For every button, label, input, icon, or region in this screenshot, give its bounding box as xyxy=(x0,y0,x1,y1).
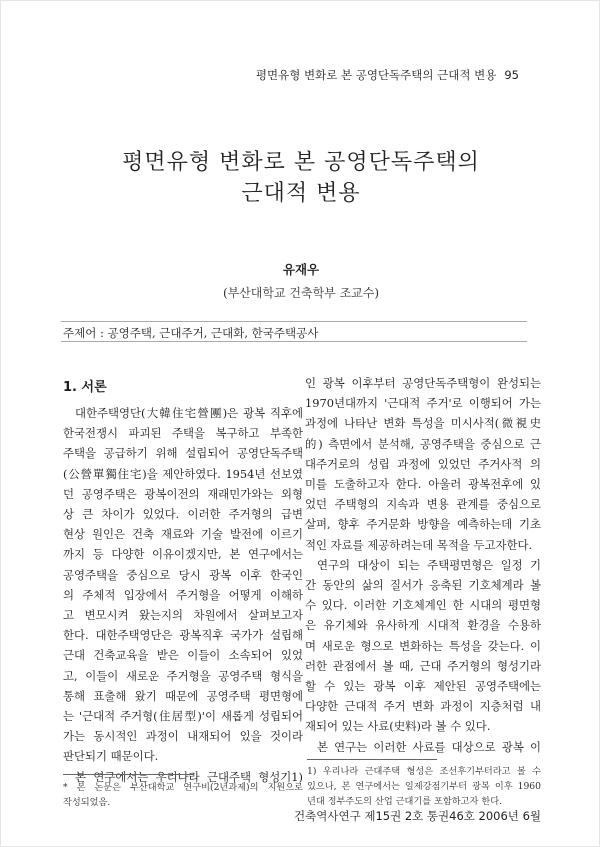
body-line: 한국전쟁시 파괴된 주택을 복구하고 부족한 xyxy=(63,426,303,441)
body-line: 간 동안의 삶의 질서가 응축된 기호체계라 볼 xyxy=(305,578,541,593)
body-line: 던 공영주택은 광복이전의 재래민가와는 외형 xyxy=(63,486,303,501)
keywords-rule-bottom xyxy=(61,341,527,342)
body-line: 재되어 있는 사료(史料)라 볼 수 있다. xyxy=(305,719,491,734)
journal-citation-footer: 건축역사연구 제15권 2호 통권46호 2006년 6월 xyxy=(294,809,541,823)
body-line: 공영주택을 중심으로 당시 광복 이후 한국인 xyxy=(63,567,303,582)
footnote-rule-right xyxy=(307,759,437,760)
body-line: 통해 표출해 왔기 때문에 공영주택 평면형에 xyxy=(63,688,303,703)
body-line: 다양한 근대적 주거 변화 과정이 지층처럼 내 xyxy=(305,699,541,714)
body-line: 은 유기체와 유사하게 시대적 환경을 수용하 xyxy=(305,618,541,633)
paper-title-line-2: 근대적 변용 xyxy=(241,181,361,206)
footnote-line: * 본 논문은 부산대학교 연구비(2년과제)의 지원으로 xyxy=(63,782,303,793)
body-line: 1970년대까지 '근대적 주거'로 이행되어 가는 xyxy=(305,396,541,411)
page-number: 95 xyxy=(504,68,519,82)
body-line: 的) 측면에서 분석해, 공영주택을 중심으로 근 xyxy=(305,436,541,451)
footnote-line: 년대 정부주도의 산업 근대기를 포함하고자 한다. xyxy=(307,796,503,807)
body-line: 할 수 있는 광복 이후 제안된 공영주택에는 xyxy=(305,679,541,694)
body-line: 까지 등 다양한 이유이겠지만, 본 연구에서는 xyxy=(63,547,303,562)
body-line: 의 주체적 입장에서 주거형을 어떻게 이해하 xyxy=(63,587,303,602)
body-line: 연구의 대상이 되는 주택평면형은 일정 기 xyxy=(317,557,541,572)
right-column xyxy=(305,373,541,757)
body-line: 가는 동시적인 과정이 내재되어 있을 것이라 xyxy=(63,729,303,744)
body-line: 살펴, 향후 주거문화 방향을 예측하는데 기초 xyxy=(305,517,541,532)
author-name: 유재우 xyxy=(282,262,320,277)
left-column xyxy=(63,373,303,787)
body-line: 근대 건축교육을 받은 이들이 소속되어 있었 xyxy=(63,648,303,663)
footnote-line: 작성되었음. xyxy=(63,797,111,808)
body-line: 고 변모시켜 왔는지의 차원에서 살펴보고자 xyxy=(63,608,303,623)
body-line: 한다. 대한주택영단은 광복직후 국가가 설립해 xyxy=(63,628,303,643)
footnote-rule-left xyxy=(63,774,193,775)
paper-title xyxy=(1,147,600,209)
body-line: 대한주택영단(大韓住宅營團)은 광복 직후에 xyxy=(75,406,303,420)
body-line: 과정에 나타난 변화 특성을 미시사적(微視史 xyxy=(305,416,541,431)
running-head-title: 평면유형 변화로 본 공영단독주택의 근대적 변용 xyxy=(255,68,497,82)
body-line: 수 있다. 이러한 기호체계인 한 시대의 평면형 xyxy=(305,598,541,613)
paper-title-line-1: 평면유형 변화로 본 공영단독주택의 xyxy=(122,150,480,175)
body-line: 판단되기 때문이다. xyxy=(63,749,159,764)
body-line: 상 큰 차이가 있었다. 이러한 주거형의 급변 xyxy=(63,507,303,522)
footnote-line: 있으나, 본 연구에서는 일제강점기부터 광복 이후 1960 xyxy=(307,781,541,792)
body-line: 현상 원인은 건축 재료와 기술 발전에 이르기 xyxy=(63,527,303,542)
section-heading: 1. 서론 xyxy=(63,380,107,395)
footnote-line: 1) 우리나라 근대주택 형성은 조선후기부터라고 볼 수 xyxy=(307,766,541,777)
body-line: 본 연구는 이러한 사료를 대상으로 광복 이 xyxy=(317,739,541,754)
body-line: 주택을 공급하기 위해 설립되어 공영단독주택 xyxy=(63,446,303,461)
body-line: 며 새로운 형으로 변화하는 특성을 갖는다. 이 xyxy=(305,638,541,653)
running-head xyxy=(256,67,519,83)
body-line: 미를 도출하고자 한다. 아울러 광복전후에 있 xyxy=(305,477,541,492)
footnote-1 xyxy=(307,764,541,809)
body-line: 적인 자료를 제공하려는데 목적을 두고자한다. xyxy=(305,537,533,552)
author-affiliation: (부산대학교 건축학부 조교수) xyxy=(222,286,380,300)
keywords: 주제어 : 공영주택, 근대주거, 근대화, 한국주택공사 xyxy=(63,326,319,340)
body-line: (公營單獨住宅)을 제안하였다. 1954년 선보였 xyxy=(63,466,303,481)
body-line: 고, 이들이 새로운 주거형을 공영주택 형식을 xyxy=(63,668,303,683)
body-line: 본 연구에서는 우리나라 근대주택 형성기1) xyxy=(75,769,303,784)
body-line: 러한 관점에서 볼 때, 근대 주거형의 형성기라 xyxy=(305,658,541,673)
body-line: 었던 주택형의 지속과 변용 관계를 중심으로 xyxy=(305,497,541,512)
footnote-funding xyxy=(63,780,303,810)
body-line: 인 광복 이후부터 공영단독주택형이 완성되는 xyxy=(305,376,541,390)
keywords-rule-top xyxy=(61,321,527,322)
body-line: 대주거로의 성립 과정에 있었던 주거사적 의 xyxy=(305,456,541,471)
body-line: 는 '근대적 주거형(住居型)'이 새롭게 성립되어 xyxy=(63,709,303,724)
